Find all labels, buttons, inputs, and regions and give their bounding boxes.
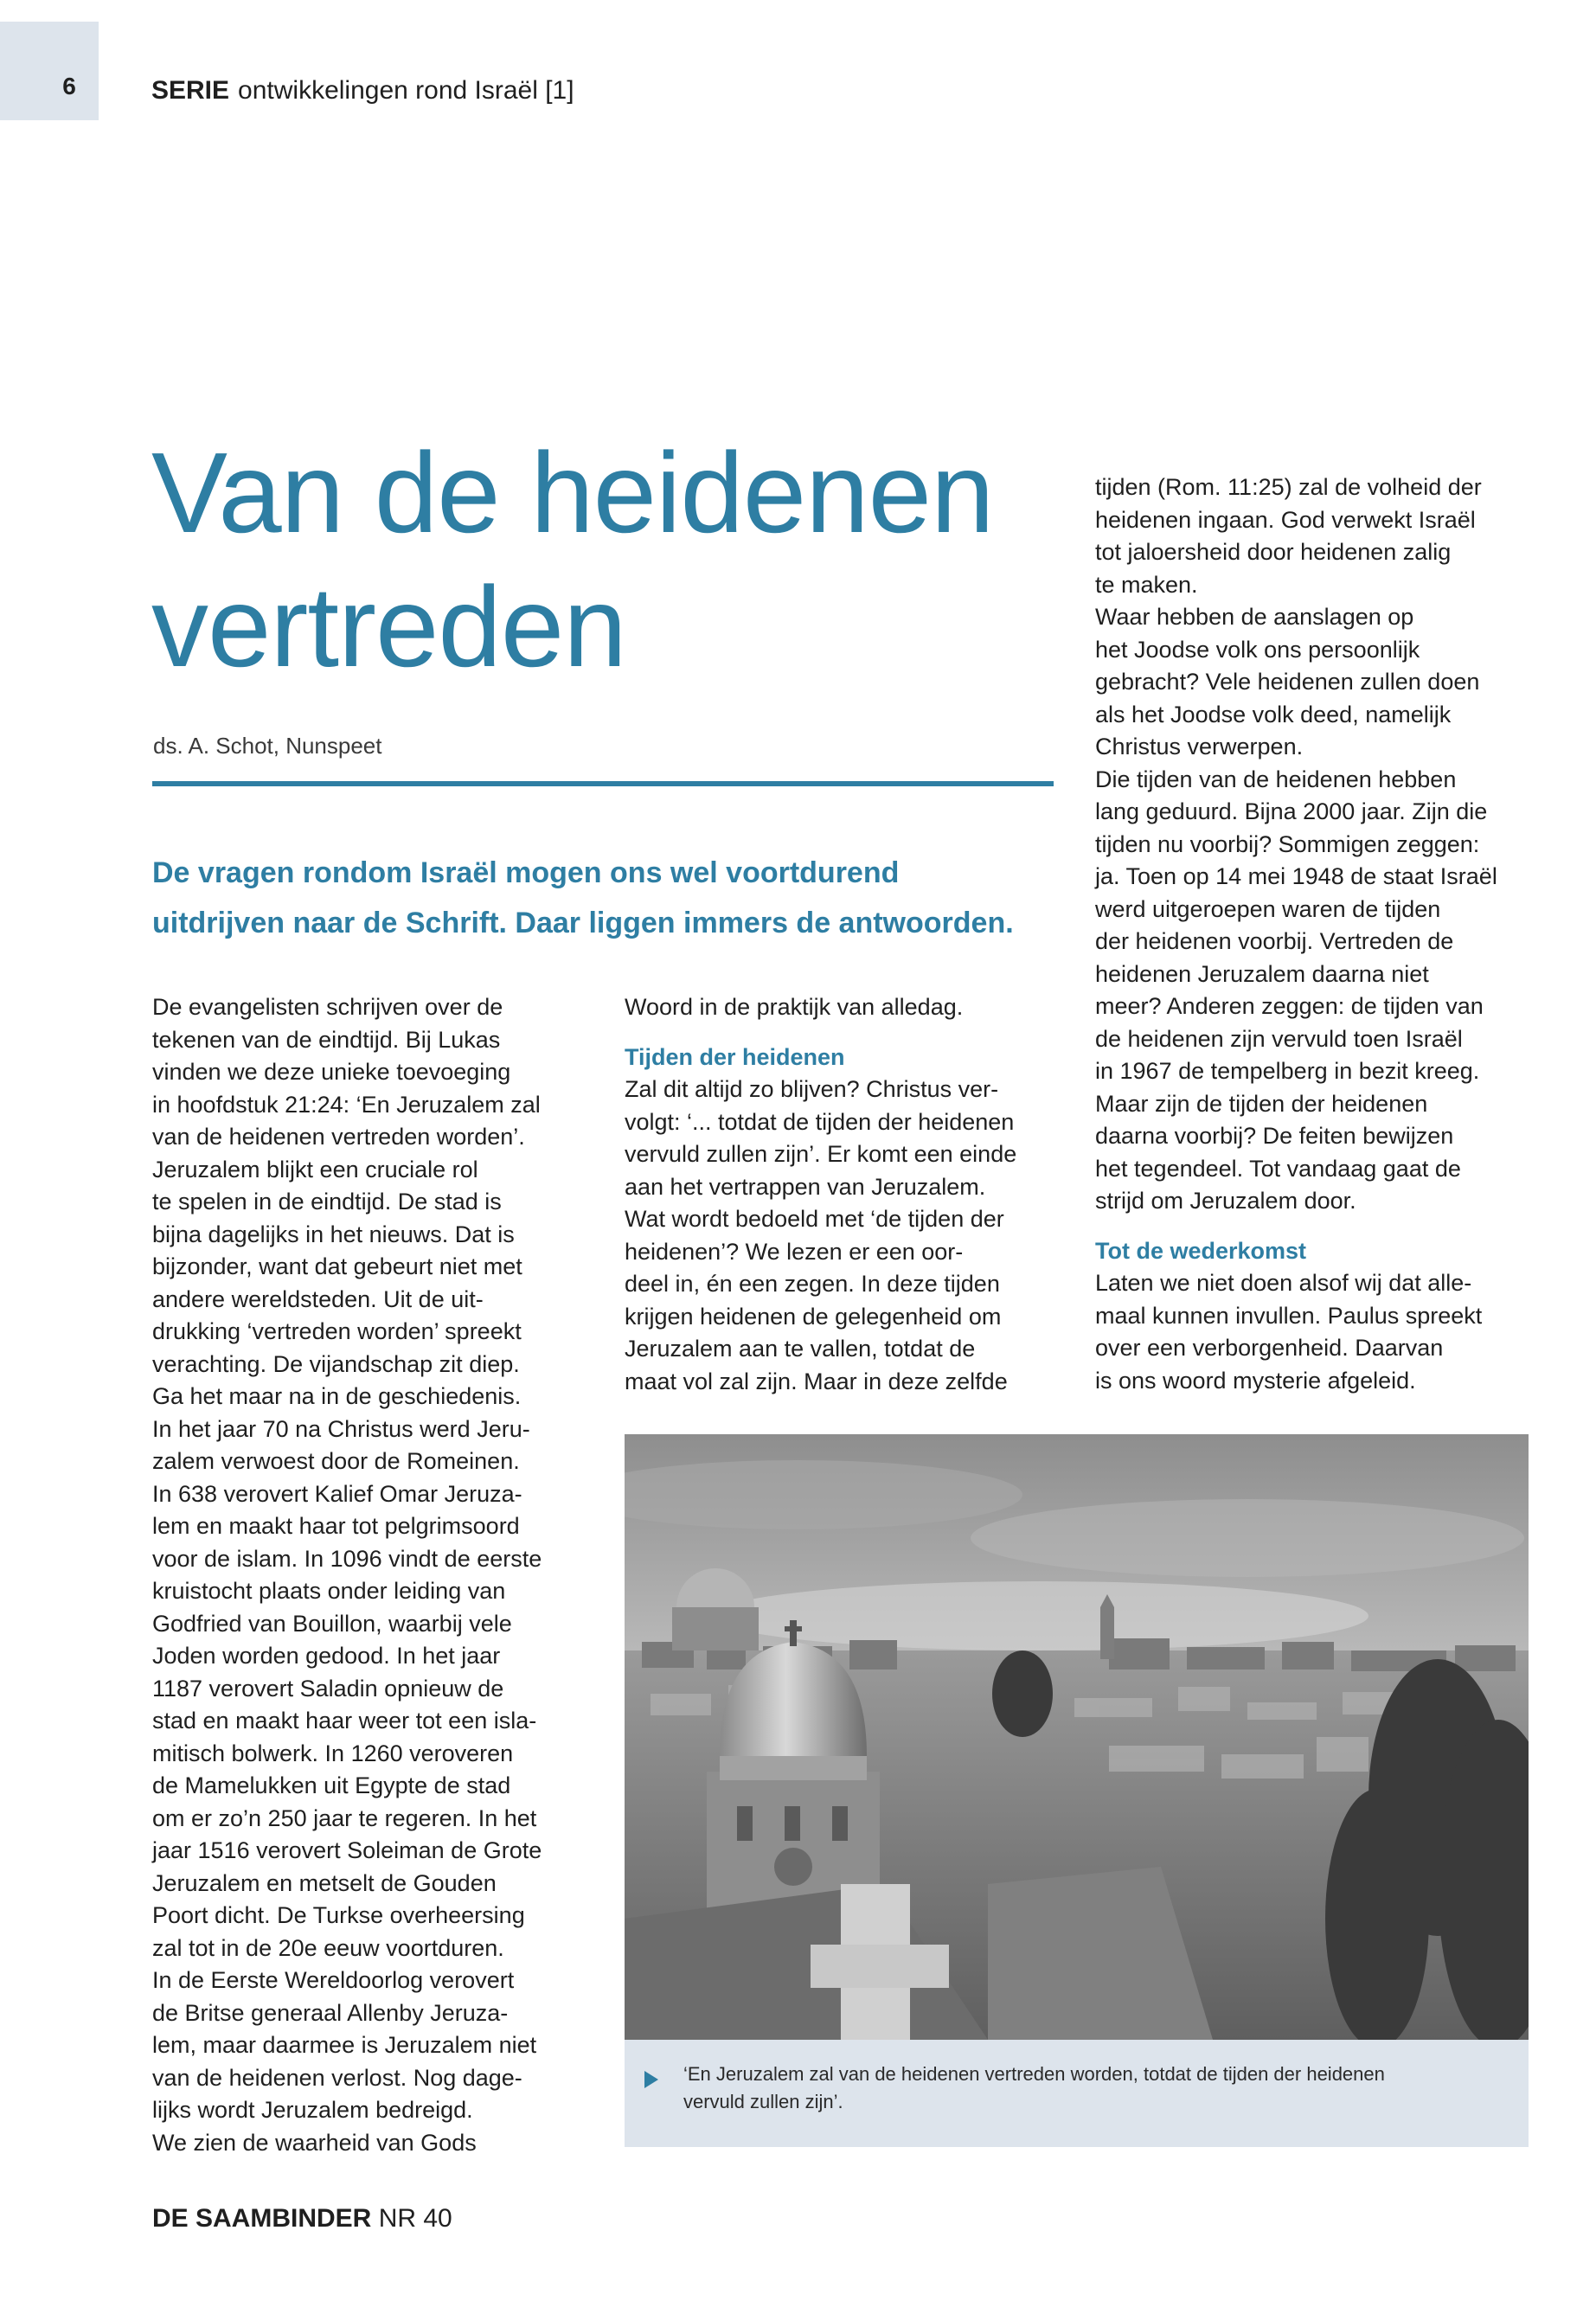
- title-line-1: Van de heidenen: [151, 429, 994, 556]
- column-1: [152, 991, 593, 2159]
- lead-line-1: De vragen rondom Israël mogen ons wel voortdurend: [152, 856, 900, 889]
- photo-caption: [625, 2040, 1529, 2147]
- page-number: 6: [62, 73, 76, 99]
- column-3: [1095, 471, 1567, 1397]
- page-number-tab: [0, 22, 99, 120]
- caption-text: [683, 2061, 1514, 2116]
- series-keyword: SERIE: [151, 76, 230, 105]
- caption-line-1: ‘En Jeruzalem zal van de heidenen vertreden worden, totdat de tijden der heidenen: [683, 2063, 1385, 2085]
- column-2-intro: Woord in de praktijk van alledag.: [625, 994, 964, 1020]
- footer-issue: NR 40: [378, 2204, 452, 2233]
- title-divider: [152, 781, 1054, 786]
- series-header: [151, 76, 574, 106]
- subhead-tijden-der-heidenen: Tijden der heidenen: [625, 1043, 845, 1070]
- lead-paragraph: [152, 848, 1069, 948]
- column-2-body: Zal dit altijd zo blijven? Christus ver- volgt: ‘... totdat de tijden der heidenen vervuld zullen zijn’. Er komt een einde aan het vertrappen van Jeruzalem. Wat wordt bedoeld met ‘de tijden der heidenen’? We lezen er een oor- deel in, én een zegen. In deze tijden krijgen heidenen de gelegenheid om Jeruzalem aan te vallen, totdat de maat vol zal zijn. Maar in deze zelfde: [625, 1076, 1017, 1394]
- footer-brand: DE SAAMBINDER: [152, 2204, 372, 2233]
- column-3-body: tijden (Rom. 11:25) zal de volheid der heidenen ingaan. God verwekt Israël tot jaloersheid door heidenen zalig te maken. Waar hebben de aanslagen op het Joodse volk ons persoonlijk gebracht? Vele heidenen zullen doen als het Joodse volk deed, namelijk Christus verwerpen. Die tijden van de heidenen hebben lang geduurd. Bijna 2000 jaar. Zijn die tijden nu voorbij? Sommigen zeggen: ja. Toen op 14 mei 1948 de staat Israël werd uitgeroepen waren de tijden der heidenen voorbij. Vertreden de heidenen Jeruzalem daarna niet meer? Anderen zeggen: de tijden van de heidenen zijn vervuld toen Israël in 1967 de tempelberg in bezit kreeg. Maar zijn de tijden der heidenen daarna voorbij? De feiten bewijzen het tegendeel. Tot vandaag gaat de strijd om Jeruzalem door.: [1095, 474, 1497, 1214]
- column-3-body-2: Laten we niet doen alsof wij dat alle- maal kunnen invullen. Paulus spreekt over een verborgenheid. Daarvan is ons woord mysterie afgeleid.: [1095, 1270, 1483, 1394]
- subhead-tot-de-wederkomst: Tot de wederkomst: [1095, 1237, 1307, 1264]
- column-2: [625, 991, 1066, 1398]
- caption-arrow-icon: [644, 2071, 658, 2088]
- article-title: [151, 426, 1068, 694]
- author-byline: ds. A. Schot, Nunspeet: [153, 733, 382, 759]
- series-title: ontwikkelingen rond Israël [1]: [238, 76, 574, 105]
- footer: [152, 2204, 452, 2234]
- caption-line-2: vervuld zullen zijn’.: [683, 2091, 843, 2112]
- title-line-2: vertreden: [151, 563, 626, 690]
- column-1-body: De evangelisten schrijven over de tekenen van de eindtijd. Bij Lukas vinden we deze unieke toevoeging in hoofdstuk 21:24: ‘En Jeruzalem zal van de heidenen vertreden worden’. Jeruzalem blijkt een cruciale rol te spelen in de eindtijd. De stad is bijna dagelijks in het nieuws. Dat is bijzonder, want dat gebeurt niet met andere wereldsteden. Uit de uit- drukking ‘vertreden worden’ spreekt verachting. De vijandschap zit diep. Ga het maar na in de geschiedenis. In het jaar 70 na Christus werd Jeru- zalem verwoest door de Romeinen. In 638 verovert Kalief Omar Jeruza- lem en maakt haar tot pelgrimsoord voor de islam. In 1096 vindt de eerste kruistocht plaats onder leiding van Godfried van Bouillon, waarbij vele Joden worden gedood. In het jaar 1187 verovert Saladin opnieuw de stad en maakt haar weer tot een isla- mitisch bolwerk. In 1260 veroveren de Mamelukken uit Egypte de stad om er zo’n 250 jaar te regeren. In het jaar 1516 verovert Soleiman de Grote Jeruzalem en metselt de Gouden Poort dicht. De Turkse overheersing zal tot in de 20e eeuw voortduren. In de Eerste Wereldoorlog verovert de Britse generaal Allenby Jeruza- lem, maar daarmee is Jeruzalem niet van de heidenen verlost. Nog dage- lijks wordt Jeruzalem bedreigd. We zien de waarheid van Gods: [152, 994, 542, 2156]
- jerusalem-photo: [625, 1434, 1529, 2040]
- lead-line-2: uitdrijven naar de Schrift. Daar liggen immers de antwoorden.: [152, 907, 1014, 939]
